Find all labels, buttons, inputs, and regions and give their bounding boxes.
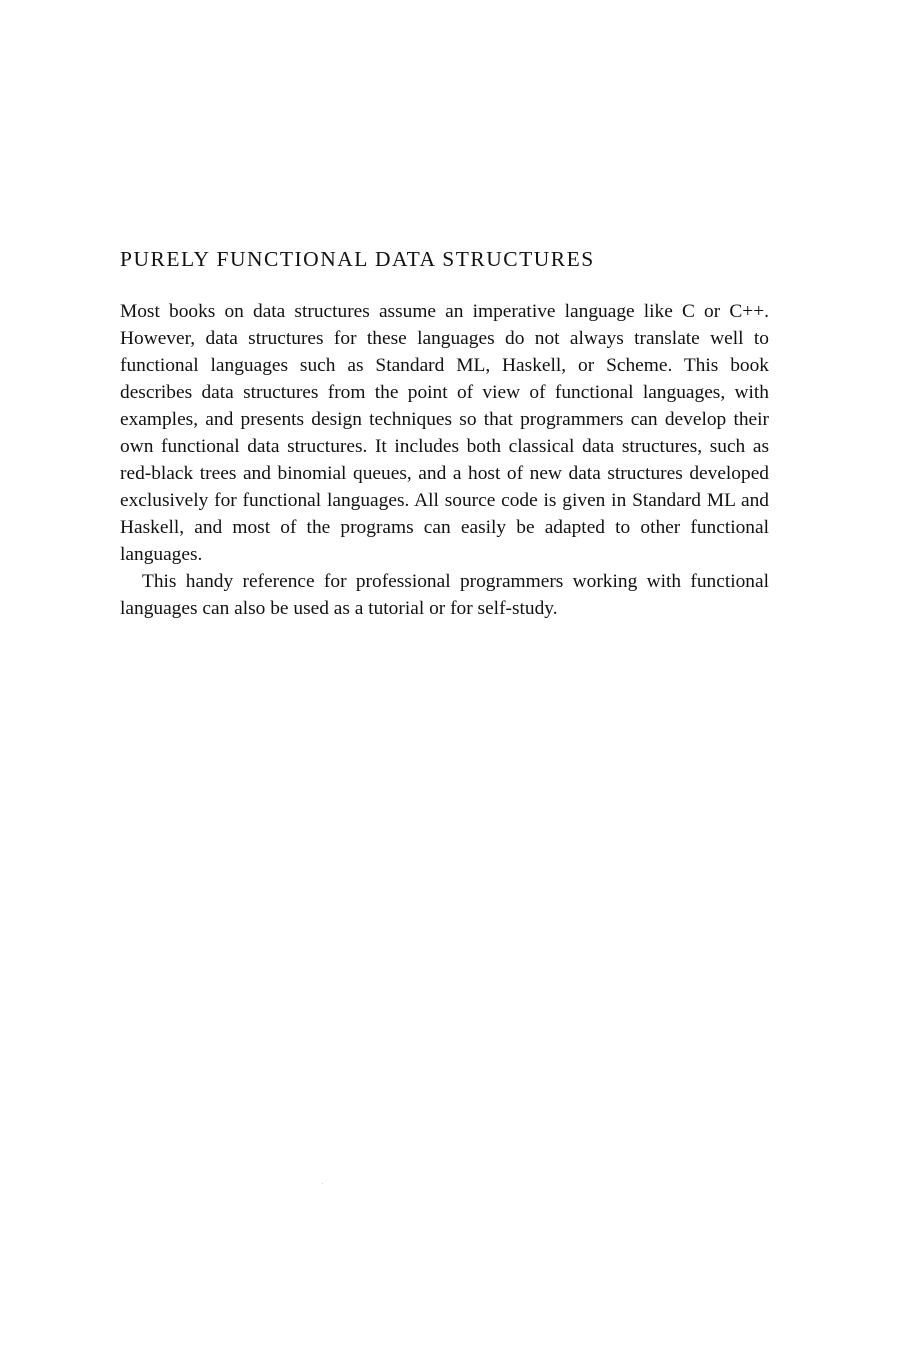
scan-speck	[322, 1183, 323, 1184]
book-description	[120, 298, 769, 622]
description-paragraph-1: Most books on data structures assume an imperative language like C or C++. However, data structures for these languages do not always translate well to functional languages such as Standard ML, Haskell, or Scheme. This book describes data structures from the point of view of functional languages, with examples, and presents design techniques so that programmers can develop their own functional data structures. It includes both classical data structures, such as red-black trees and binomial queues, and a host of new data structures developed exclusively for functional languages. All source code is given in Standard ML and Haskell, and most of the programs can easily be adapted to other functional languages.	[120, 301, 769, 565]
description-paragraph-2: This handy reference for professional programmers working with functional languages can also be used as a tutorial or for self-study.	[120, 571, 769, 619]
book-title: PURELY FUNCTIONAL DATA STRUCTURES	[120, 247, 595, 271]
